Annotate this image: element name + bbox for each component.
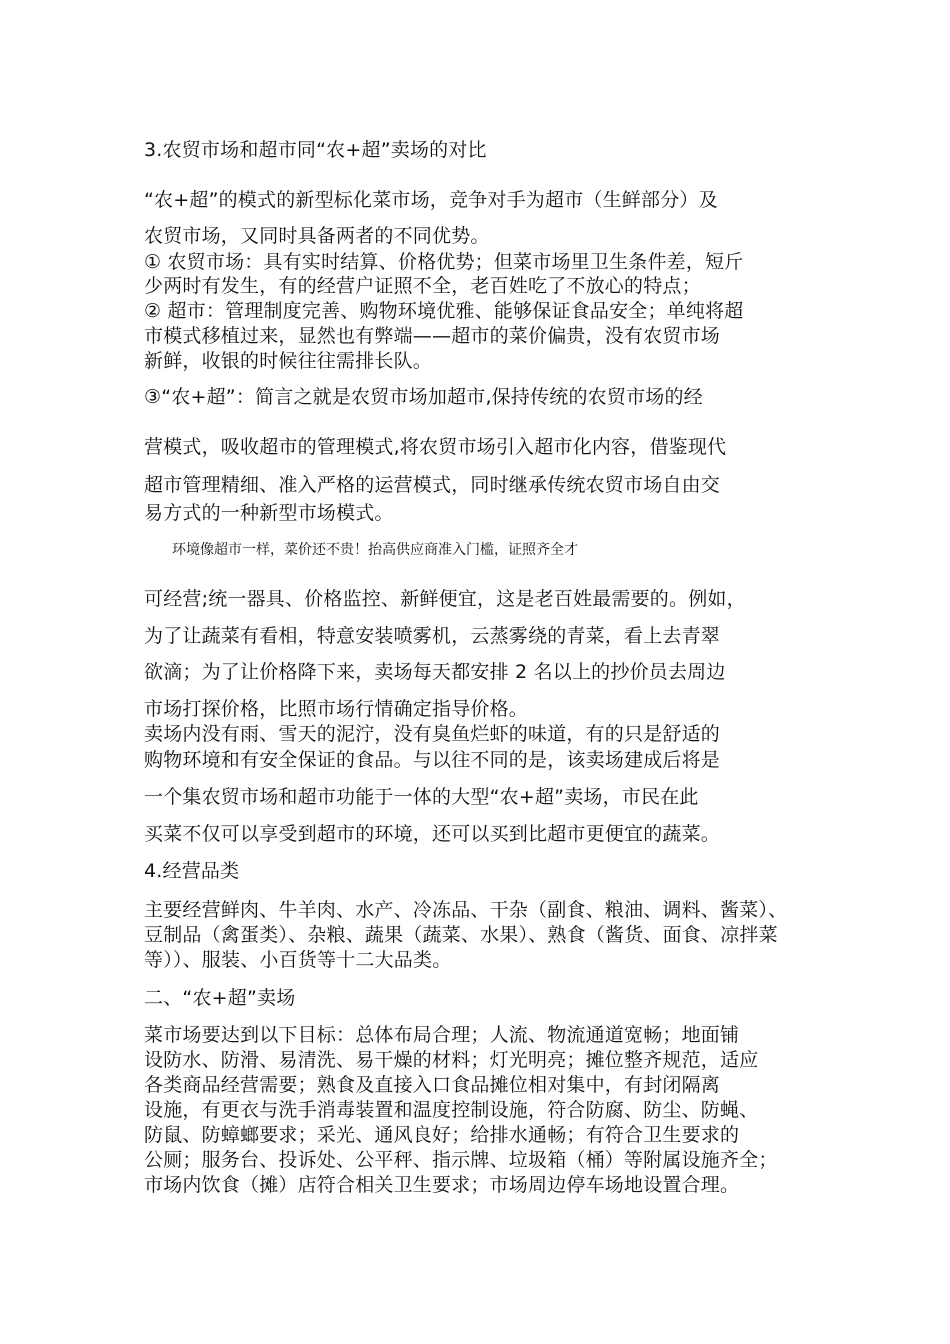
paragraph-line: 营模式，吸收超市的管理模式,将农贸市场引入超市化内容，借鉴现代 <box>144 436 727 458</box>
paragraph-line: 农贸市场，又同时具备两者的不同优势。 <box>144 225 490 247</box>
section-heading-4: 4.经营品类 <box>144 860 240 882</box>
paragraph-line: 市模式移植过来，显然也有弊端——超市的菜价偏贵，没有农贸市场 <box>144 325 721 347</box>
paragraph-line: 各类商品经营需要；熟食及直接入口食品摊位相对集中，有封闭隔离 <box>144 1074 721 1096</box>
paragraph-line: ③“农+超”：简言之就是农贸市场加超市,保持传统的农贸市场的经 <box>144 386 703 408</box>
paragraph-line: 可经营;统一器具、价格监控、新鲜便宜，这是老百姓最需要的。例如， <box>144 588 746 610</box>
paragraph-line: 菜市场要达到以下目标：总体布局合理；人流、物流通道宽畅；地面铺 <box>144 1024 740 1046</box>
paragraph-line: 欲滴；为了让价格降下来，卖场每天都安排 2 名以上的抄价员去周边 <box>144 661 726 683</box>
section-heading-3: 3.农贸市场和超市同“农+超”卖场的对比 <box>144 139 487 161</box>
paragraph-line: 卖场内没有雨、雪天的泥泞，没有臭鱼烂虾的味道，有的只是舒适的 <box>144 723 721 745</box>
paragraph-line: 市场打探价格，比照市场行情确定指导价格。 <box>144 698 529 720</box>
paragraph-line: ① 农贸市场：具有实时结算、价格优势；但菜市场里卫生条件差，短斤 <box>144 251 744 273</box>
paragraph-line: 新鲜，收银的时候往往需排长队。 <box>144 350 433 372</box>
paragraph-line: 少两时有发生，有的经营户证照不全，老百姓吃了不放心的特点； <box>144 275 701 297</box>
paragraph-line: 环境像超市一样，菜价还不贵！抬高供应商准入门槛，证照齐全才 <box>172 542 578 558</box>
paragraph-line: 市场内饮食（摊）店符合相关卫生要求；市场周边停车场地设置合理。 <box>144 1174 740 1196</box>
paragraph-line: ② 超市：管理制度完善、购物环境优雅、能够保证食品安全；单纯将超 <box>144 300 744 322</box>
paragraph-line: 为了让蔬菜有看相，特意安装喷雾机，云蒸雾绕的青菜，看上去青翠 <box>144 625 721 647</box>
paragraph-line: 一个集农贸市场和超市功能于一体的大型“农+超”卖场，市民在此 <box>144 786 699 808</box>
paragraph-line: 公厕；服务台、投诉处、公平秤、指示牌、垃圾箱（桶）等附属设施齐全； <box>144 1149 778 1171</box>
paragraph-line: 超市管理精细、准入严格的运营模式，同时继承传统农贸市场自由交 <box>144 474 721 496</box>
paragraph-line: 设防水、防滑、易清洗、易干燥的材料；灯光明亮；摊位整齐规范，适应 <box>144 1049 759 1071</box>
section-heading-2: 二、“农+超”卖场 <box>144 987 296 1009</box>
paragraph-line: 等））、服装、小百货等十二大品类。 <box>144 949 452 971</box>
paragraph-line: 豆制品（禽蛋类）、杂粮、蔬果（蔬菜、水果）、熟食（酱货、面食、凉拌菜 <box>144 924 778 946</box>
paragraph-line: “农+超”的模式的新型标化菜市场，竞争对手为超市（生鲜部分）及 <box>144 189 718 211</box>
paragraph-line: 易方式的一种新型市场模式。 <box>144 502 394 524</box>
paragraph-line: 购物环境和有安全保证的食品。与以往不同的是，该卖场建成后将是 <box>144 749 721 771</box>
paragraph-line: 主要经营鲜肉、牛羊肉、水产、冷冻品、干杂（副食、粮油、调料、酱菜）、 <box>144 899 788 921</box>
paragraph-line: 设施，有更衣与洗手消毒装置和温度控制设施，符合防腐、防尘、防蝇、 <box>144 1099 759 1121</box>
paragraph-line: 买菜不仅可以享受到超市的环境，还可以买到比超市更便宜的蔬菜。 <box>144 823 721 845</box>
paragraph-line: 防鼠、防蟑螂要求；采光、通风良好；给排水通畅；有符合卫生要求的 <box>144 1124 740 1146</box>
